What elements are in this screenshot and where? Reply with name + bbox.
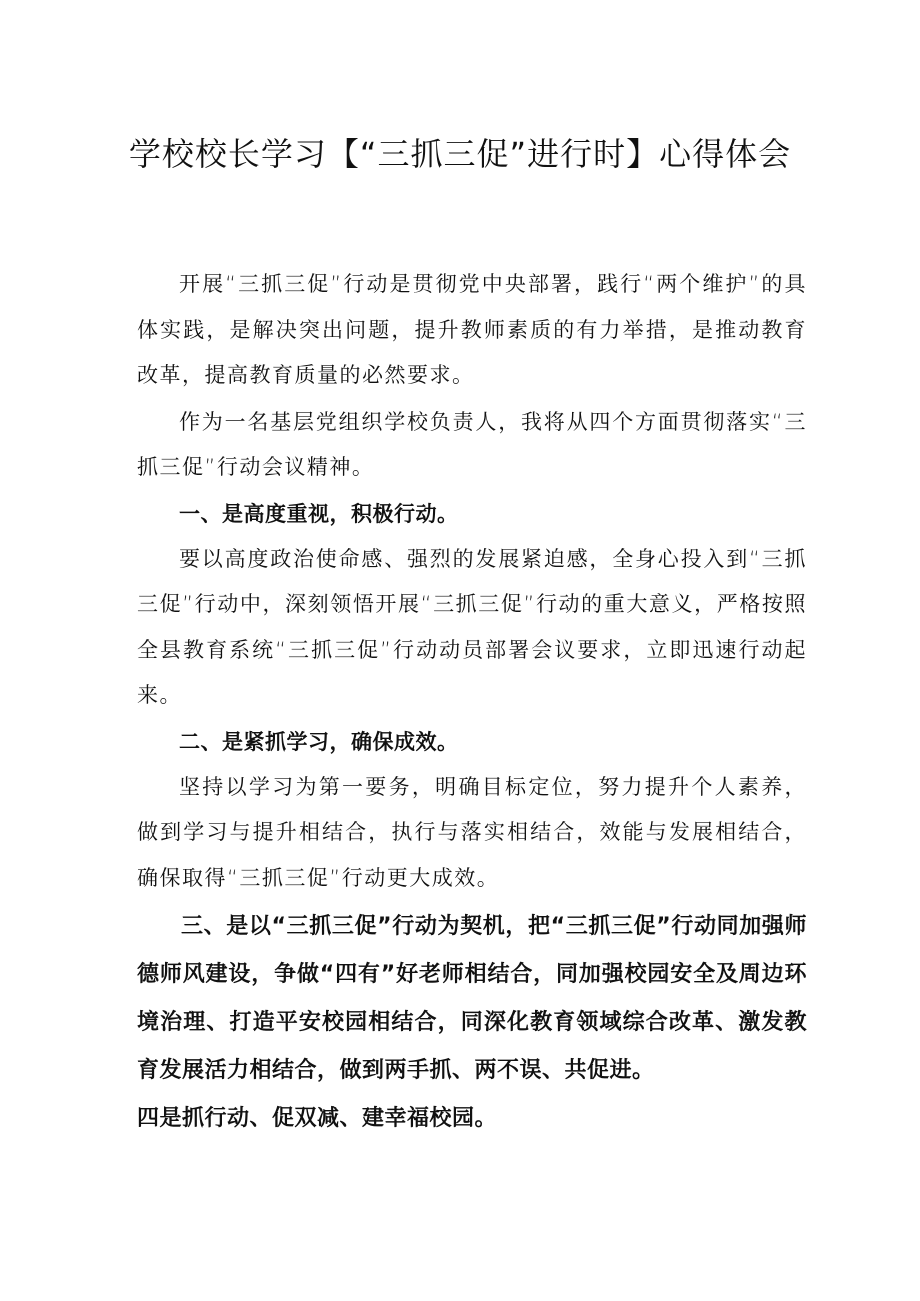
commitment-paragraph: 作为一名基层党组织学校负责人，我将从四个方面贯彻落实“三抓三促”行动会议精神。: [137, 409, 807, 479]
section-two-text: 坚持以学习为第一要务，明确目标定位，努力提升个人素养，做到学习与提升相结合，执行与落实相结合，效能与发展相结合，确保取得“三抓三促”行动更大成效。: [137, 774, 807, 890]
section-two-heading: 二、是紧抓学习，确保成效。: [179, 729, 459, 754]
document-body: [137, 262, 807, 1143]
document-title: 学校校长学习【“三抓三促”进行时】心得体会: [128, 135, 792, 173]
section-three-paragraph: 三、是以“三抓三促”行动为契机，把“三抓三促”行动同加强师德师风建设，争做“四有”好老师相结合，同加强校园安全及周边环境治理、打造平安校园相结合，同深化教育领域综合改革、激发教育发展活力相结合，做到两手抓、两不误、共促进。: [137, 914, 807, 1083]
section-four-line: 四是抓行动、促双减、建幸福校园。: [137, 1106, 498, 1131]
section-one-text: 要以高度政治使命感、强烈的发展紧迫感，全身心投入到“三抓三促”行动中，深刻领悟开展“三抓三促”行动的重大意义，严格按照全县教育系统“三抓三促”行动动员部署会议要求，立即迅速行动起来。: [137, 546, 807, 707]
intro-paragraph: 开展“三抓三促”行动是贯彻党中央部署，践行“两个维护”的具体实践，是解决突出问题，提升教师素质的有力举措，是推动教育改革，提高教育质量的必然要求。: [137, 272, 807, 387]
section-one-heading: 一、是高度重视，积极行动。: [179, 501, 459, 526]
